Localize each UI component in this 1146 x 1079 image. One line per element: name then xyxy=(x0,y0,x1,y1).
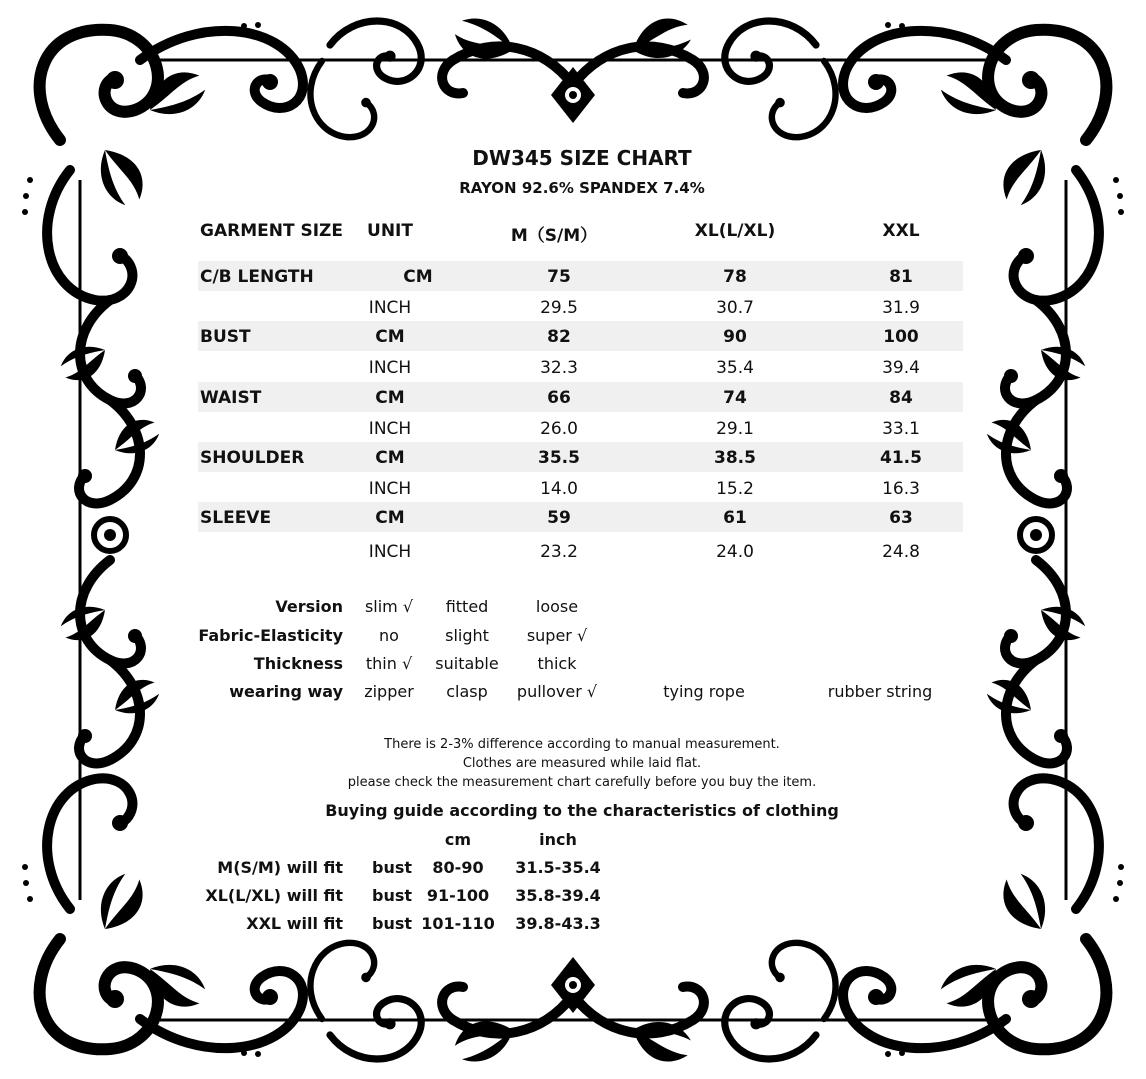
row-band xyxy=(198,382,963,412)
attr-option: loose xyxy=(535,597,579,616)
attr-label-version: Version xyxy=(275,597,343,616)
value-cell: 74 xyxy=(723,388,747,408)
guide-row-inch: 31.5-35.4 xyxy=(515,858,601,877)
measure-name: SLEEVE xyxy=(200,508,272,528)
guide-col-cm: cm xyxy=(444,830,472,849)
value-cell: 63 xyxy=(889,508,913,528)
guide-row-label: XL(L/XL) will fit xyxy=(205,886,343,905)
value-cell: 31.9 xyxy=(882,298,920,318)
value-cell: 38.5 xyxy=(714,448,756,468)
value-cell: 14.0 xyxy=(540,479,578,499)
value-cell: 35.4 xyxy=(716,358,754,378)
measure-name: WAIST xyxy=(200,388,262,408)
attr-option: pullover √ xyxy=(516,682,598,701)
row-band xyxy=(198,442,963,472)
value-cell: 66 xyxy=(547,388,571,408)
guide-row-inch: 35.8-39.4 xyxy=(515,886,601,905)
measurement-note: Clothes are measured while laid flat. xyxy=(462,756,702,771)
attr-option: thin √ xyxy=(365,654,413,673)
guide-row-inch: 39.8-43.3 xyxy=(515,914,601,933)
value-cell: 15.2 xyxy=(716,479,754,499)
unit-cm: CM xyxy=(375,448,405,468)
header-unit: UNIT xyxy=(367,221,413,241)
guide-row-label: XXL will fit xyxy=(246,914,343,933)
value-cell: 78 xyxy=(723,267,747,287)
value-cell: 16.3 xyxy=(882,479,920,499)
header-size-xxl: XXL xyxy=(882,221,920,241)
attr-label-thickness: Thickness xyxy=(253,654,343,673)
value-cell: 75 xyxy=(547,267,571,287)
value-cell: 30.7 xyxy=(716,298,754,318)
guide-row-part: bust xyxy=(371,858,413,877)
guide-row-part: bust xyxy=(371,914,413,933)
unit-cm: CM xyxy=(375,327,405,347)
chart-title: DW345 SIZE CHART xyxy=(472,146,692,170)
guide-row-cm: 101-110 xyxy=(421,914,495,933)
measurement-note: please check the measurement chart carefully before you buy the item. xyxy=(347,775,817,790)
measure-name: C/B LENGTH xyxy=(200,267,314,287)
attr-option: zipper xyxy=(364,682,414,701)
unit-inch: INCH xyxy=(368,358,412,378)
row-band xyxy=(198,502,963,532)
header-size-xl: XL(L/XL) xyxy=(694,221,776,241)
guide-row-cm: 80-90 xyxy=(432,858,484,877)
value-cell: 59 xyxy=(547,508,571,528)
value-cell: 32.3 xyxy=(540,358,578,378)
value-cell: 81 xyxy=(889,267,913,287)
value-cell: 100 xyxy=(883,327,919,347)
value-cell: 82 xyxy=(547,327,571,347)
buying-guide-title: Buying guide according to the characteristics of clothing xyxy=(325,801,839,820)
value-cell: 26.0 xyxy=(540,419,578,439)
attr-option: slight xyxy=(445,626,489,645)
guide-row-part: bust xyxy=(371,886,413,905)
unit-inch: INCH xyxy=(368,542,412,562)
value-cell: 29.5 xyxy=(540,298,578,318)
unit-inch: INCH xyxy=(368,298,412,318)
attr-option: rubber string xyxy=(827,682,933,701)
attr-option: clasp xyxy=(446,682,488,701)
value-cell: 84 xyxy=(889,388,913,408)
unit-cm: CM xyxy=(375,508,405,528)
guide-row-label: M(S/M) will fit xyxy=(217,858,343,877)
header-size-m: M（S/M） xyxy=(510,226,598,246)
attr-option: slim √ xyxy=(364,597,414,616)
attr-option: no xyxy=(379,626,399,645)
value-cell: 90 xyxy=(723,327,747,347)
measure-name: SHOULDER xyxy=(200,448,305,468)
guide-col-inch: inch xyxy=(539,830,577,849)
value-cell: 35.5 xyxy=(538,448,580,468)
attr-option: super √ xyxy=(526,626,588,645)
attr-option: fitted xyxy=(445,597,489,616)
attr-option: thick xyxy=(537,654,577,673)
value-cell: 29.1 xyxy=(716,419,754,439)
value-cell: 39.4 xyxy=(882,358,920,378)
fabric-composition: RAYON 92.6% SPANDEX 7.4% xyxy=(459,179,705,197)
attr-option: suitable xyxy=(435,654,499,673)
value-cell: 23.2 xyxy=(540,542,578,562)
attr-option: tying rope xyxy=(663,682,745,701)
measurement-note: There is 2-3% difference according to manual measurement. xyxy=(384,737,780,752)
value-cell: 24.8 xyxy=(882,542,920,562)
guide-row-cm: 91-100 xyxy=(426,886,490,905)
attr-label-elasticity: Fabric-Elasticity xyxy=(198,626,343,645)
header-garment-size: GARMENT SIZE xyxy=(200,221,343,241)
measure-name: BUST xyxy=(200,327,251,347)
value-cell: 61 xyxy=(723,508,747,528)
attr-label-wearing-way: wearing way xyxy=(229,682,343,701)
unit-cm: CM xyxy=(403,267,433,287)
unit-cm: CM xyxy=(375,388,405,408)
unit-inch: INCH xyxy=(368,479,412,499)
row-band xyxy=(198,321,963,351)
value-cell: 41.5 xyxy=(880,448,922,468)
value-cell: 24.0 xyxy=(716,542,754,562)
value-cell: 33.1 xyxy=(882,419,920,439)
unit-inch: INCH xyxy=(368,419,412,439)
